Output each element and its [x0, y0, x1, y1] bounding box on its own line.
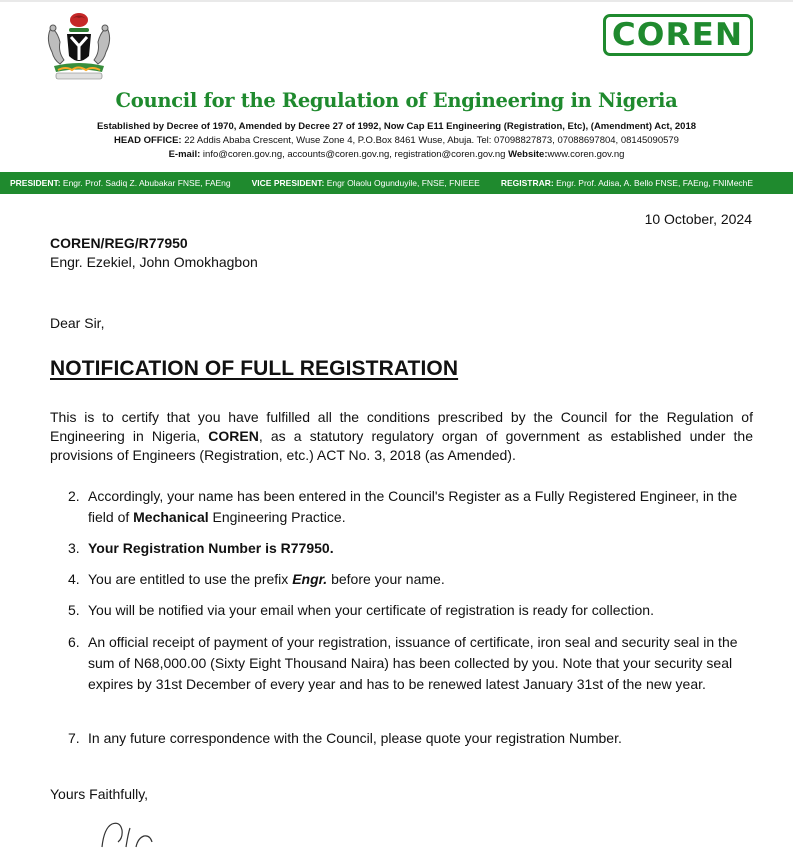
officer-vice-president [252, 178, 480, 188]
officer-role: VICE PRESIDENT: [251, 178, 325, 188]
salutation: Dear Sir, [50, 315, 105, 331]
list-item [68, 569, 753, 590]
item-text: You are entitled to use the prefix [88, 571, 293, 587]
letter-date: 10 October, 2024 [644, 211, 752, 227]
list-item [68, 538, 753, 559]
top-border [0, 0, 793, 2]
officer-name: Engr. Prof. Adisa, A. Bello FNSE, FAEng, FNIMechE [553, 178, 754, 188]
officers-bar [0, 172, 793, 194]
contact-line [0, 149, 793, 161]
intro-paragraph [50, 408, 753, 465]
coren-logo [603, 14, 753, 56]
intro-bold: COREN [208, 428, 259, 444]
reference-number: COREN/REG/R77950 [50, 235, 188, 251]
letter-title: NOTIFICATION OF FULL REGISTRATION [50, 357, 459, 380]
item-number: 4. [68, 571, 80, 587]
item-number: 6. [68, 634, 80, 650]
officer-name: Engr. Prof. Sadiq Z. Abubakar FNSE, FAEng [60, 178, 231, 188]
website-address: www.coren.gov.ng [547, 149, 625, 160]
item-number: 3. [68, 540, 80, 556]
recipient-name: Engr. Ezekiel, John Omokhagbon [50, 254, 258, 270]
officer-role: PRESIDENT: [10, 178, 61, 188]
item-number: 2. [68, 488, 80, 504]
list-item [68, 600, 753, 621]
coat-of-arms-icon [36, 10, 122, 82]
head-office-line [0, 135, 793, 147]
item-number: 5. [68, 602, 80, 618]
list-item [68, 486, 753, 528]
list-item [68, 728, 753, 749]
officer-name: Engr Olaolu Ogunduyile, FNSE, FNIEEE [324, 178, 480, 188]
logo-text: COREN [612, 16, 744, 53]
email-label: E-mail: [168, 149, 201, 160]
signature-icon [92, 818, 172, 848]
head-office-label: HEAD OFFICE: [114, 135, 182, 146]
item-bold: Mechanical [133, 509, 209, 525]
organization-name: Council for the Regulation of Engineering in Nigeria [115, 89, 678, 112]
item-text: An official receipt of payment of your registration, issuance of certificate, iron seal and security seal in the sum of N68,000.00 (Sixty Eight Thousand Naira) has been collected by you. Note that your security seal expires by 31st December of every year and has to be renewed latest January 31st of the new year. [88, 634, 738, 692]
item-text-end: Engineering Practice. [208, 509, 346, 525]
intro-text: This is to certify that you have fulfilled all the conditions prescribed by the Council for the Regulation of Engineering in Nigeria, [50, 409, 753, 444]
officer-registrar [501, 178, 753, 188]
item-text-end: before your name. [327, 571, 445, 587]
officer-president [10, 178, 231, 188]
intro-text-continued: , as a statutory regulatory organ of government as established under the provisions of Engineers (Registration, etc.) ACT No. 3, 2018 (as Amended). [50, 428, 753, 463]
closing: Yours Faithfully, [50, 786, 149, 802]
item-text: You will be notified via your email when your certificate of registration is ready for collection. [88, 602, 654, 618]
item-text: Accordingly, your name has been entered in the Council's Register as a Fully Registered Engineer, in the field of [88, 488, 738, 525]
website-label: Website: [508, 149, 548, 160]
establishment-line: Established by Decree of 1970, Amended by Decree 27 of 1992, Now Cap E11 Engineering (Registration, Etc), (Amendment) Act, 2018 [96, 121, 697, 132]
item-bold: Your Registration Number is R77950. [88, 540, 334, 556]
item-bold-italic: Engr. [292, 571, 328, 587]
head-office-address: 22 Addis Ababa Crescent, Wuse Zone 4, P.O.Box 8461 Wuse, Abuja. Tel: 07098827873, 07088697804, 08145090579 [181, 135, 679, 146]
item-number: 7. [68, 730, 80, 746]
officer-role: REGISTRAR: [500, 178, 554, 188]
list-item [68, 632, 753, 695]
item-text: In any future correspondence with the Council, please quote your registration Number. [88, 730, 622, 746]
email-addresses: info@coren.gov.ng, accounts@coren.gov.ng, registration@coren.gov.ng [200, 149, 509, 160]
